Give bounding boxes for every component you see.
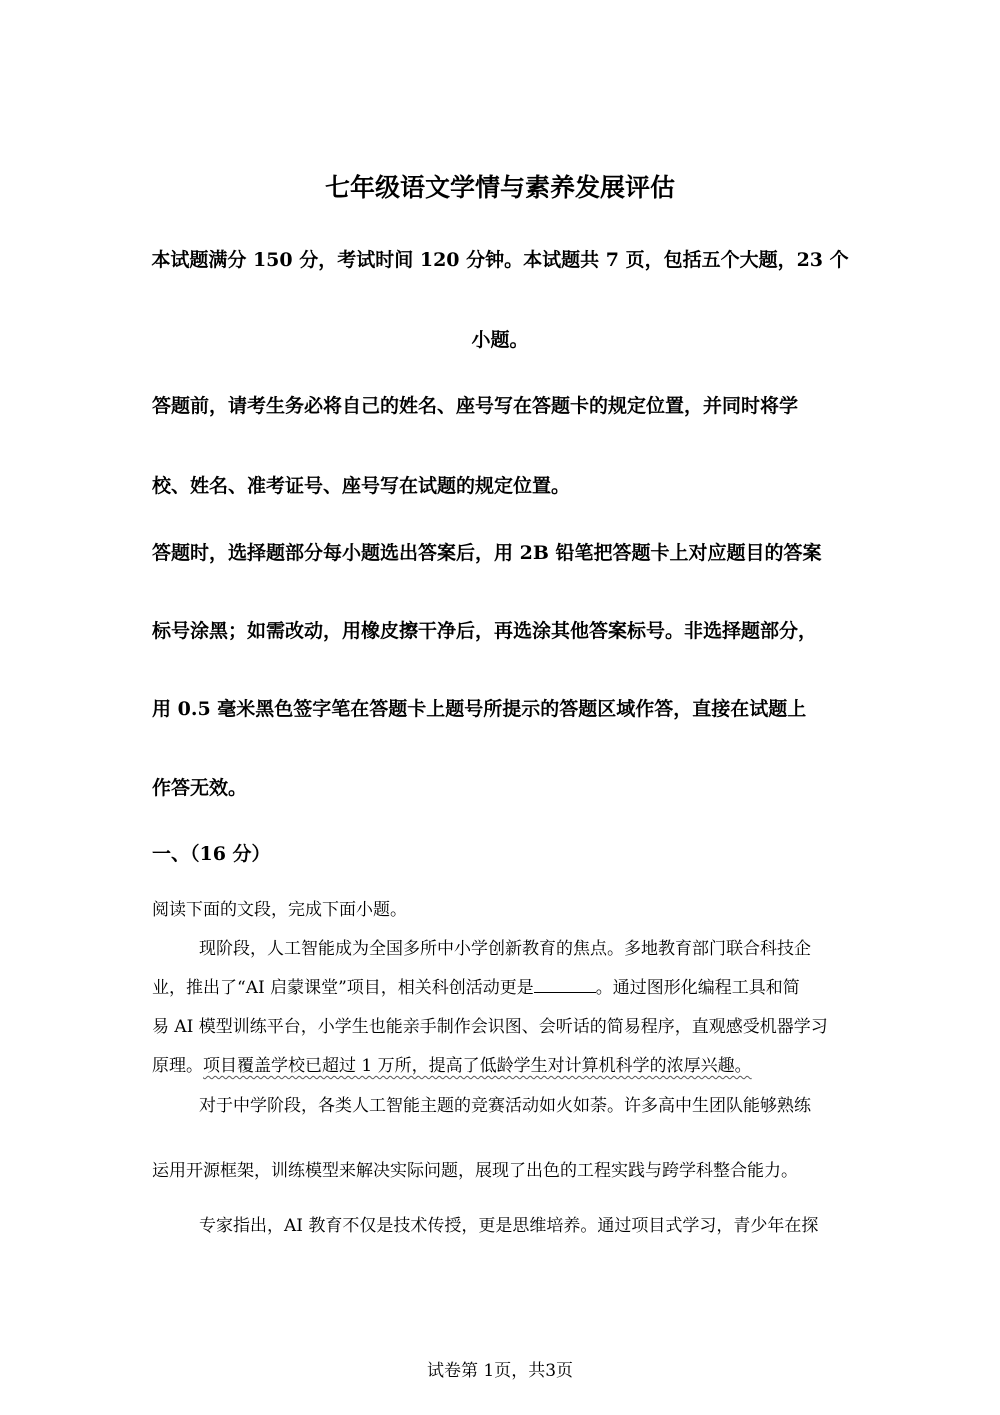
section-heading: 一、（16 分） <box>152 843 271 865</box>
fill-in-blank <box>534 976 596 993</box>
instruction2-line-1: 答题时，选择题部分每小题选出答案后，用 2B 铅笔把答题卡上对应题目的答案 <box>152 542 822 564</box>
paragraph1-line-3: 易 AI 模型训练平台，小学生也能亲手制作会识图、会听话的简易程序，直观感受机器学习 <box>152 1017 828 1037</box>
paragraph1-line-4 <box>152 1051 752 1076</box>
paragraph1-line-2-end: 。通过图形化编程工具和简 <box>595 978 800 998</box>
reading-prompt: 阅读下面的文段，完成下面小题。 <box>152 900 407 920</box>
paragraph1-line-2-start: 业，推出了“AI 启蒙课堂”项目，相关科创活动更是 <box>152 978 534 998</box>
paragraph1-line-4-start: 原理。 <box>152 1056 203 1076</box>
paragraph3-line-1: 专家指出，AI 教育不仅是技术传授，更是思维培养。通过项目式学习，青少年在探 <box>199 1216 819 1236</box>
instruction2-line-2: 标号涂黑；如需改动，用橡皮擦干净后，再选涂其他答案标号。非选择题部分， <box>152 620 818 642</box>
instruction2-line-4: 作答无效。 <box>152 777 248 799</box>
page-footer: 试卷第 1页，共3页 <box>426 1361 574 1381</box>
page-title: 七年级语文学情与素养发展评估 <box>324 173 675 202</box>
instruction2-line-3: 用 0.5 毫米黑色签字笔在答题卡上题号所提示的答题区域作答，直接在试题上 <box>152 698 807 720</box>
paragraph1-line-2 <box>152 973 800 998</box>
paragraph2-line-1: 对于中学阶段，各类人工智能主题的竞赛活动如火如荼。许多高中生团队能够熟练 <box>199 1096 811 1116</box>
wavy-underlined-sentence: 项目覆盖学校已超过 1 万所，提高了低龄学生对计算机科学的浓厚兴趣。 <box>203 1056 752 1076</box>
paragraph2-line-2: 运用开源框架，训练模型来解决实际问题，展现了出色的工程实践与跨学科整合能力。 <box>152 1161 798 1181</box>
instruction1-line-1: 答题前，请考生务必将自己的姓名、座号写在答题卡的规定位置，并同时将学 <box>152 395 799 417</box>
paragraph1-line-1: 现阶段，人工智能成为全国多所中小学创新教育的焦点。多地教育部门联合科技企 <box>199 939 811 959</box>
intro-line-1: 本试题满分 150 分，考试时间 120 分钟。本试题共 7 页，包括五个大题，23 个 <box>151 249 849 271</box>
intro-line-2: 小题。 <box>471 329 529 351</box>
instruction1-line-2: 校、姓名、准考证号、座号写在试题的规定位置。 <box>152 475 571 497</box>
